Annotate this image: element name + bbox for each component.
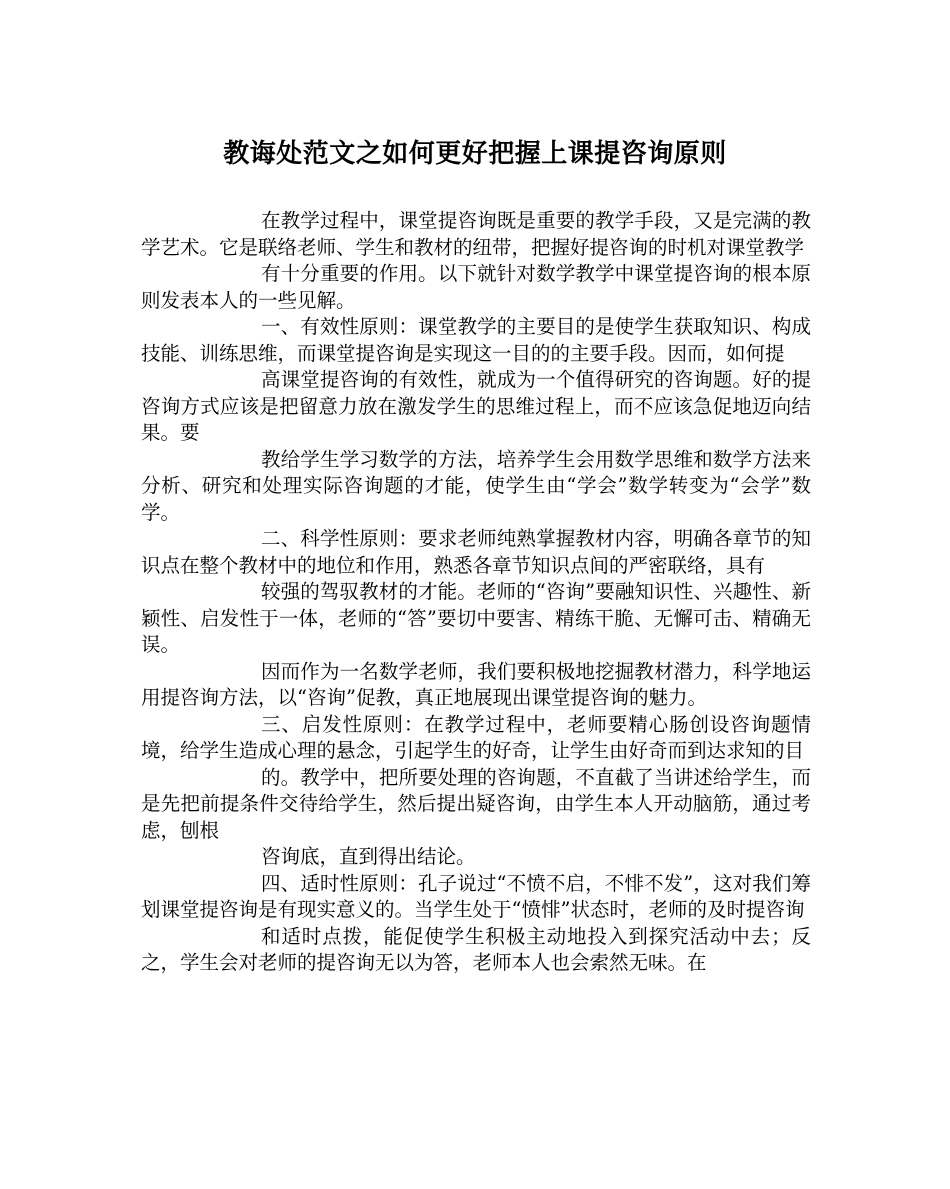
paragraph: 一、有效性原则：课堂教学的主要目的是使学生获取知识、构成技能、训练思维，而课堂提咨询是实现这一目的的主要手段。因而，如何提: [141, 315, 811, 365]
paragraph: 教给学生学习数学的方法，培养学生会用数学思维和数学方法来分析、研究和处理实际咨询题的才能，使学生由“学会”数学转变为“会学”数学。: [141, 447, 811, 524]
paragraph: 和适时点拨，能促使学生积极主动地投入到探究活动中去；反之，学生会对老师的提咨询无以为答，老师本人也会索然无味。在: [141, 924, 811, 974]
paragraph: 因而作为一名数学老师，我们要积极地挖掘教材潜力，科学地运用提咨询方法，以“咨询”促教，真正地展现出课堂提咨询的魅力。: [141, 659, 811, 709]
paragraph: 四、适时性原则：孔子说过“不愤不启，不悱不发”，这对我们筹划课堂提咨询是有现实意义的。当学生处于“愤悱”状态时，老师的及时提咨询: [141, 871, 811, 921]
paragraph: 咨询底，直到得出结论。: [261, 845, 476, 868]
paragraph: 较强的驾驭教材的才能。老师的“咨询”要融知识性、兴趣性、新颖性、启发性于一体，老师的“答”要切中要害、精练干脆、无懈可击、精确无误。: [141, 580, 811, 656]
paragraph: 的。教学中，把所要处理的咨询题，不直截了当讲述给学生，而是先把前提条件交待给学生，然后提出疑咨询，由学生本人开动脑筋，通过考虑，刨根: [141, 765, 811, 842]
document-title: 教诲处范文之如何更好把握上课提咨询原则: [223, 139, 727, 169]
paragraph: 高课堂提咨询的有效性，就成为一个值得研究的咨询题。好的提咨询方式应该是把留意力放在激发学生的思维过程上，而不应该急促地迈向结果。要: [141, 368, 811, 444]
paragraph: 二、科学性原则：要求老师纯熟掌握教材内容，明确各章节的知识点在整个教材中的地位和作用，熟悉各章节知识点间的严密联络，具有: [141, 527, 811, 577]
paragraph: 在教学过程中，课堂提咨询既是重要的教学手段，又是完满的教学艺术。它是联络老师、学生和教材的纽带，把握好提咨询的时机对课堂教学: [141, 209, 811, 259]
paragraph: 三、启发性原则：在教学过程中，老师要精心肠创设咨询题情境，给学生造成心理的悬念，引起学生的好奇，让学生由好奇而到达求知的目: [141, 712, 811, 762]
paragraph: 有十分重要的作用。以下就针对数学教学中课堂提咨询的根本原则发表本人的一些见解。: [141, 262, 811, 312]
document-body: [141, 208, 811, 977]
